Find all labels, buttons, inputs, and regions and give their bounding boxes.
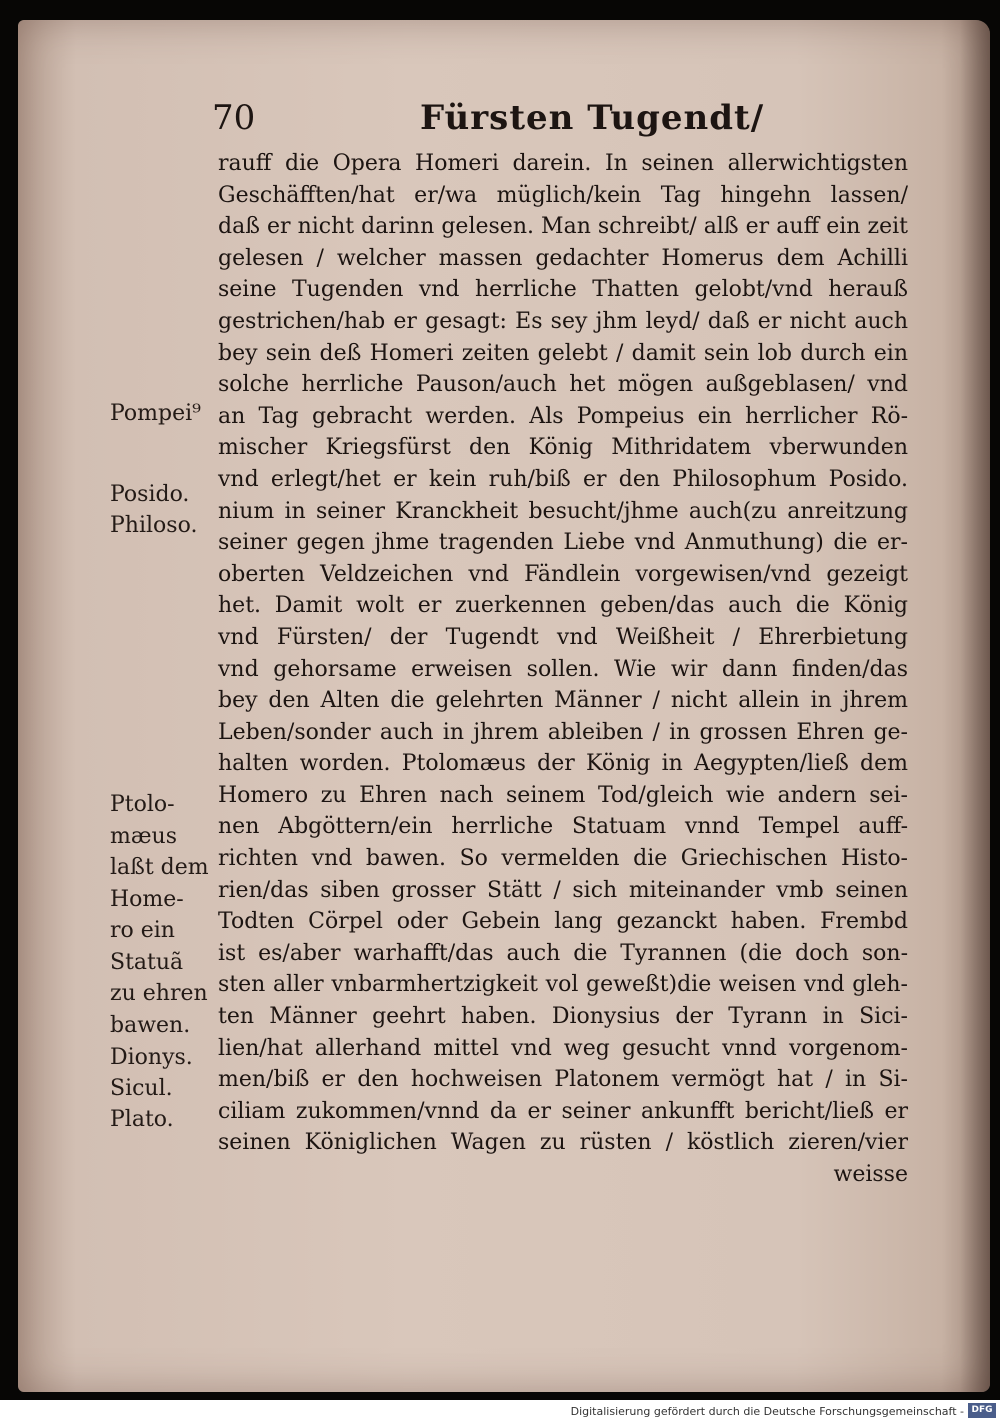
text-line: Leben/sonder auch in jhrem ableiben / in grossen Ehren ge- (218, 719, 908, 745)
text-line: an Tag gebracht werden. Als Pompeius ein herrlicher Rö- (218, 403, 908, 429)
margin-note-line: Ptolo- (110, 792, 175, 817)
text-line: vnd Fürsten/ der Tugendt vnd Weißheit / Ehrerbietung (218, 624, 908, 650)
dfg-logo: DFG (968, 1403, 996, 1418)
text-line: oberten Veldzeichen vnd Fändlein vorgewisen/vnd gezeigt (218, 561, 908, 587)
text-line: Todten Cörpel oder Gebein lang gezanckt haben. Frembd (218, 909, 908, 935)
text-line: ten Männer geehrt haben. Dionysius der Tyrann in Sici- (218, 1004, 908, 1030)
page-header (210, 98, 910, 148)
text-line: solche herrliche Pauson/auch het mögen außgeblasen/ vnd (218, 372, 908, 398)
text-line: bey sein deß Homeri zeiten gelebt / damit sein lob durch ein (218, 340, 908, 366)
text-line: ciliam zukommen/vnnd da er seiner ankunfft bericht/ließ er (218, 1098, 908, 1124)
text-line: gestrichen/hab er gesagt: Es sey jhm leyd/ daß er nicht auch (218, 308, 908, 334)
catchword: weisse (833, 1162, 908, 1187)
margin-note-line: Pompei⁹ (110, 401, 201, 426)
text-line: ist es/aber warhafft/das auch die Tyrannen (die doch son- (218, 940, 908, 966)
margin-note-line: Philoso. (110, 513, 198, 538)
text-line: mischer Kriegsfürst den König Mithridatem vberwunden (218, 435, 908, 461)
body-text (218, 148, 908, 1191)
margin-note-line: Dionys. (110, 1045, 193, 1070)
text-line: men/biß er den hochweisen Platonem vermögt hat / in Si- (218, 1067, 908, 1093)
text-line: vnd gehorsame erweisen sollen. Wie wir dann finden/das (218, 656, 908, 682)
margin-note-line: mæus (110, 823, 177, 849)
margin-note-line: Sicul. (110, 1076, 173, 1101)
margin-note-line: laßt dem (110, 855, 209, 880)
text-line: seinen Königlichen Wagen zu rüsten / köstlich zieren/vier (218, 1130, 908, 1156)
margin-note-ptolomaeus (110, 789, 209, 1041)
text-line: seine Tugenden vnd herrliche Thatten gelobt/vnd herauß (218, 277, 908, 303)
text-line: daß er nicht darinn gelesen. Man schreibt/ alß er auff ein zeit (218, 214, 908, 240)
margin-note-line: bawen. (110, 1012, 191, 1038)
margin-note-posidonius (110, 479, 197, 541)
text-line: richten vnd bawen. So vermelden die Griechischen Histo- (218, 846, 908, 872)
text-line: bey den Alten die gelehrten Männer / nicht allein in jhrem (218, 688, 908, 714)
margin-note-dionysius (110, 1042, 193, 1135)
page-number: 70 (212, 98, 256, 138)
text-line: vnd erlegt/het er kein ruh/biß er den Philosophum Posido. (218, 466, 908, 492)
running-title: Fürsten Tugendt/ (420, 98, 765, 138)
margin-note-line: Posido. (110, 482, 190, 507)
text-line: nen Abgöttern/ein herrliche Statuam vnnd Tempel auff- (218, 814, 908, 840)
text-line: sten aller vnbarmhertzigkeit vol geweßt)die weisen vnd gleh- (218, 972, 908, 998)
margin-note-line: Home- (110, 886, 184, 912)
text-line: het. Damit wolt er zuerkennen geben/das auch die König (218, 593, 908, 619)
footer-bar (0, 1400, 1000, 1423)
margin-note-line: ro ein (110, 918, 175, 943)
margin-note-line: Statuã (110, 949, 184, 975)
text-line: nium in seiner Kranckheit besucht/jhme auch(zu anreitzung (218, 498, 908, 524)
margin-note-line: zu ehren (110, 981, 208, 1006)
text-line: Geschäfften/hat er/wa müglich/kein Tag hingehn lassen/ (218, 182, 908, 208)
text-line: seiner gegen jhme tragenden Liebe vnd Anmuthung) die er- (218, 530, 908, 556)
text-line: halten worden. Ptolomæus der König in Aegypten/ließ dem (218, 751, 908, 777)
text-line: rauff die Opera Homeri darein. In seinen allerwichtigsten (218, 151, 908, 176)
text-line: lien/hat allerhand mittel vnd weg gesucht vnnd vorgenom- (218, 1035, 908, 1061)
text-line: rien/das siben grosser Stätt / sich miteinander vmb seinen (218, 877, 908, 903)
text-line: Homero zu Ehren nach seinem Tod/gleich wie andern sei- (218, 782, 908, 808)
margin-note-line: Plato. (110, 1107, 174, 1132)
text-line: gelesen / welcher massen gedachter Homerus dem Achilli (218, 245, 908, 271)
funding-credit: Digitalisierung gefördert durch die Deutsche Forschungsgemeinschaft - (570, 1405, 964, 1418)
margin-note-pompeius (110, 398, 201, 429)
